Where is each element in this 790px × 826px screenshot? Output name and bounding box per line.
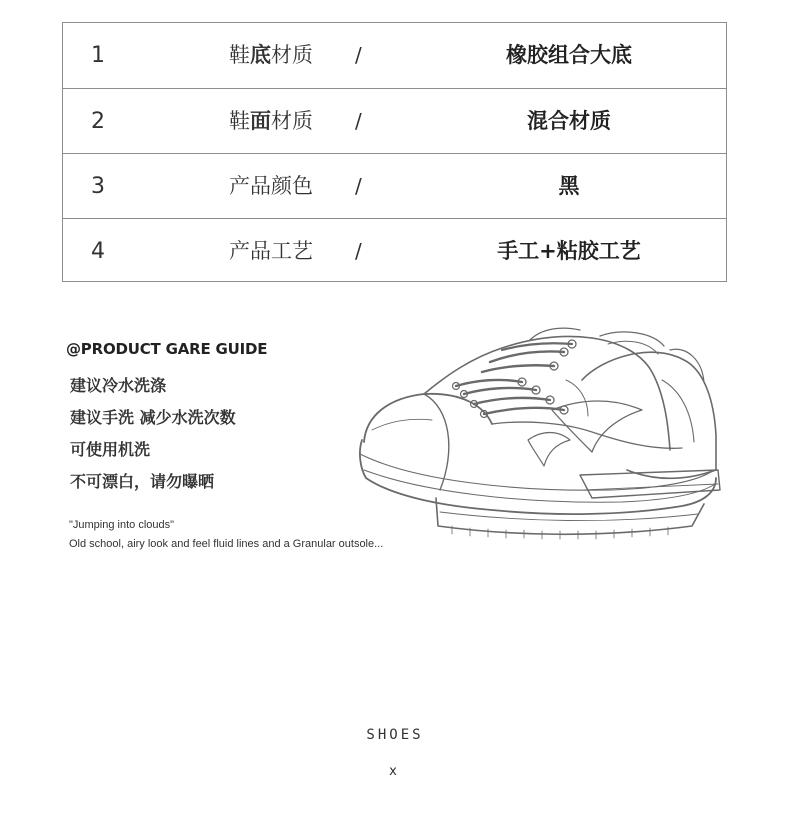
row-value: 黑 [558,174,580,198]
row-separator: / [355,239,362,263]
tagline-quote: "Jumping into clouds" [69,519,175,531]
care-guide-list [70,374,236,502]
row-value: 手工+粘胶工艺 [497,239,641,263]
care-guide-item: 可使用机洗 [70,440,151,459]
row-value: 橡胶组合大底 [506,43,632,67]
footer-category-label: SHOES [366,727,424,743]
sneaker-illustration [352,320,732,552]
row-number: 4 [91,239,105,264]
row-label: 产品工艺 [229,239,313,263]
footer-cross-mark: x [389,764,397,779]
row-label: 鞋面材质 [229,109,313,133]
tagline-description: Old school, airy look and feel fluid lines and a Granular outsole... [69,538,384,550]
row-number: 2 [91,109,105,134]
row-number: 3 [91,174,105,199]
spec-table [62,22,727,282]
row-separator: / [355,43,362,67]
row-label: 产品颜色 [229,174,313,198]
care-guide-title: @PRODUCT GARE GUIDE [66,340,268,358]
spec-row-upper-material [63,88,726,153]
spec-row-sole-material [63,23,726,88]
row-label: 鞋底材质 [229,43,313,67]
care-guide-item: 不可漂白，请勿曝晒 [70,472,215,491]
row-separator: / [355,109,362,133]
row-value: 混合材质 [527,109,611,133]
row-separator: / [355,174,362,198]
spec-row-craft [63,218,726,283]
care-guide-item: 建议手洗 减少水洗次数 [70,408,236,427]
spec-row-color [63,153,726,218]
care-guide-item: 建议冷水洗涤 [70,376,167,395]
row-number: 1 [91,43,105,68]
